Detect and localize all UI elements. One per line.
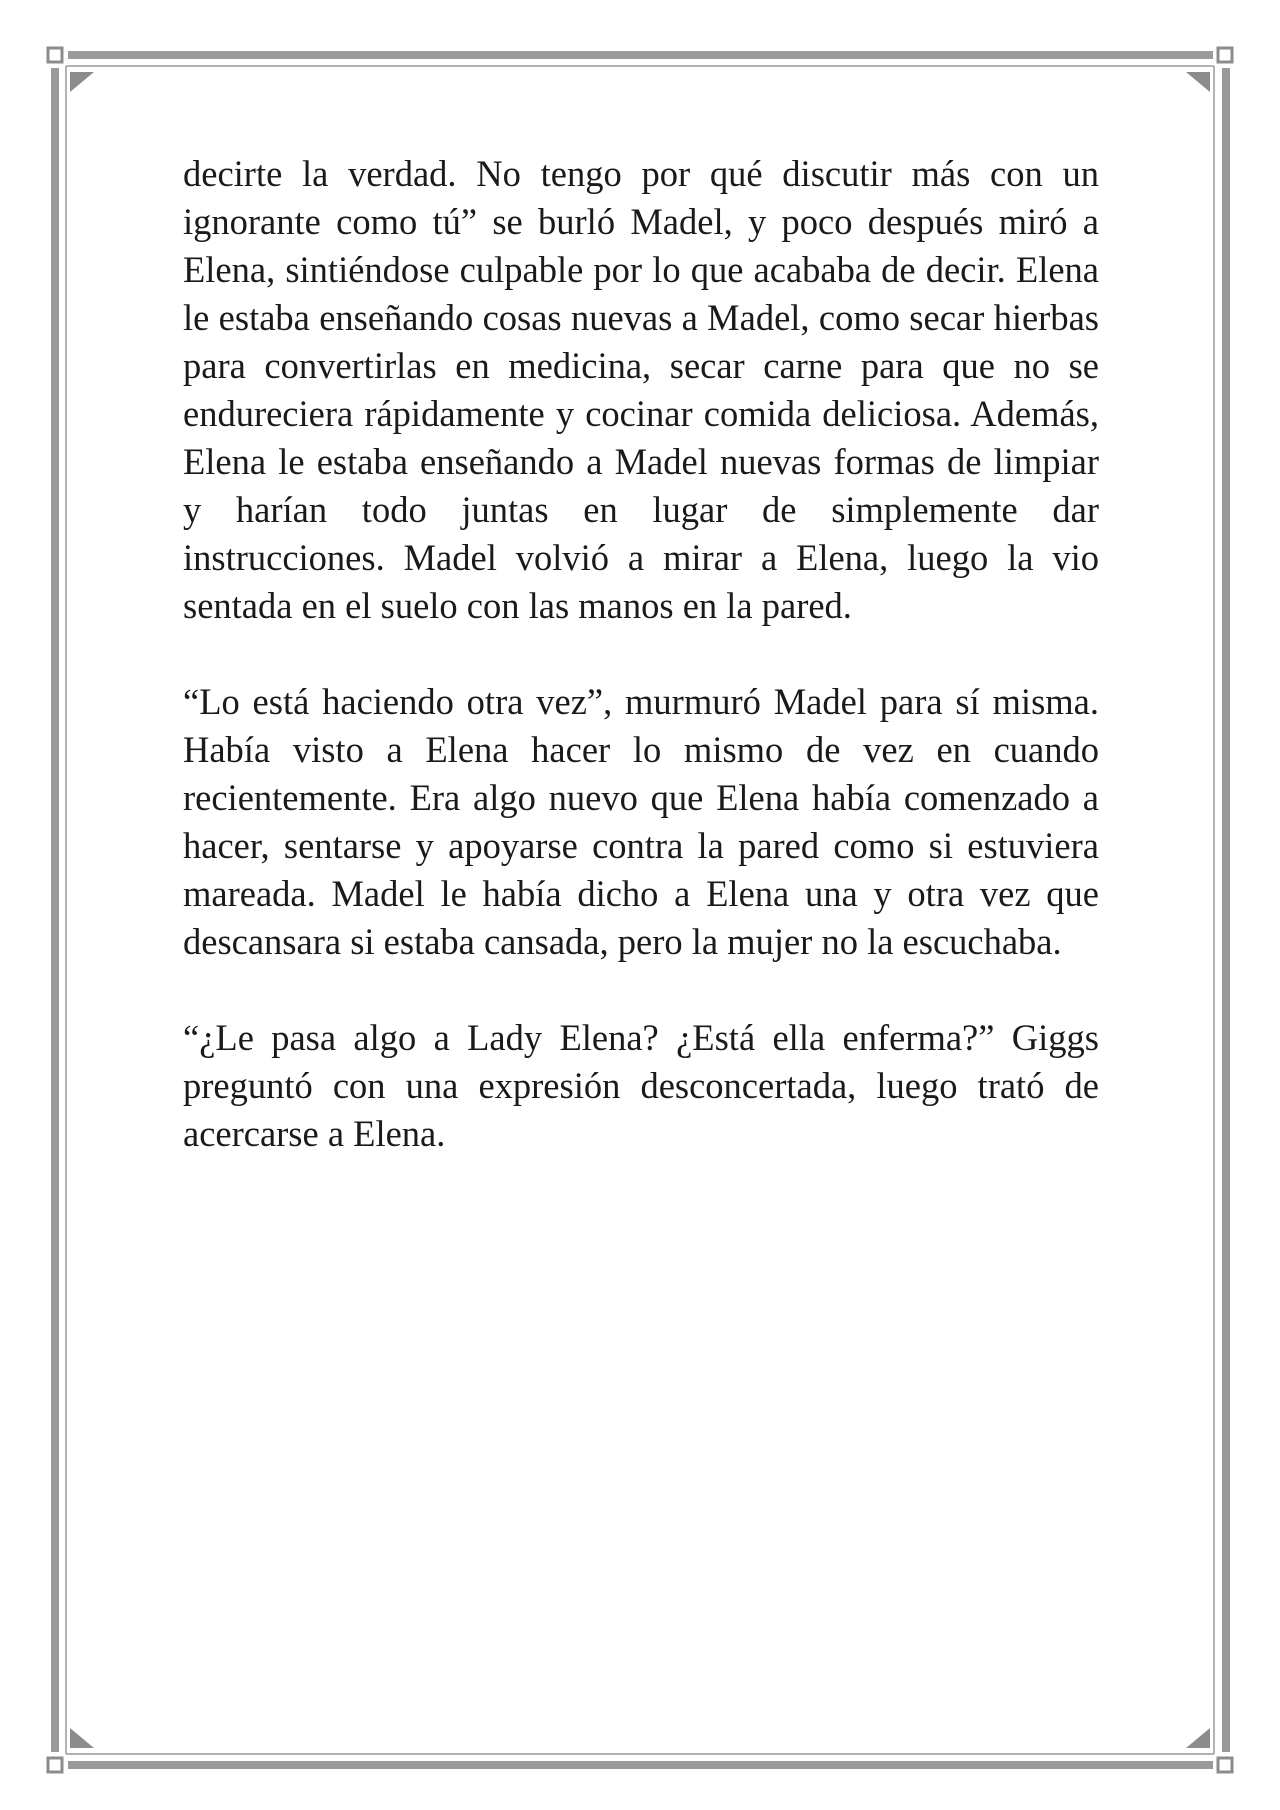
paragraph: “Lo está haciendo otra vez”, murmuró Madel para sí misma. Había visto a Elena hacer lo mismo de vez en cuando recientemente. Era algo nuevo que Elena había comenzado a hacer, sentarse y apoyarse contra la pared como si estuviera mareada. Madel le había dicho a Elena una y otra vez que descansara si estaba cansada, pero la mujer no la escuchaba.: [183, 681, 1099, 962]
page-body-text: [183, 150, 1099, 1158]
paragraph: “¿Le pasa algo a Lady Elena? ¿Está ella enferma?” Giggs preguntó con una expresión desconcertada, luego trató de acercarse a Elena.: [183, 1017, 1099, 1154]
paragraph: decirte la verdad. No tengo por qué discutir más con un ignorante como tú” se burló Madel, y poco después miró a Elena, sintiéndose culpable por lo que acababa de decir. Elena le estaba enseñando cosas nuevas a Madel, como secar hierbas para convertirlas en medicina, secar carne para que no se endureciera rápidamente y cocinar comida deliciosa. Además, Elena le estaba enseñando a Madel nuevas formas de limpiar y harían todo juntas en lugar de simplemente dar instrucciones. Madel volvió a mirar a Elena, luego la vio sentada en el suelo con las manos en la pared.: [183, 153, 1099, 626]
